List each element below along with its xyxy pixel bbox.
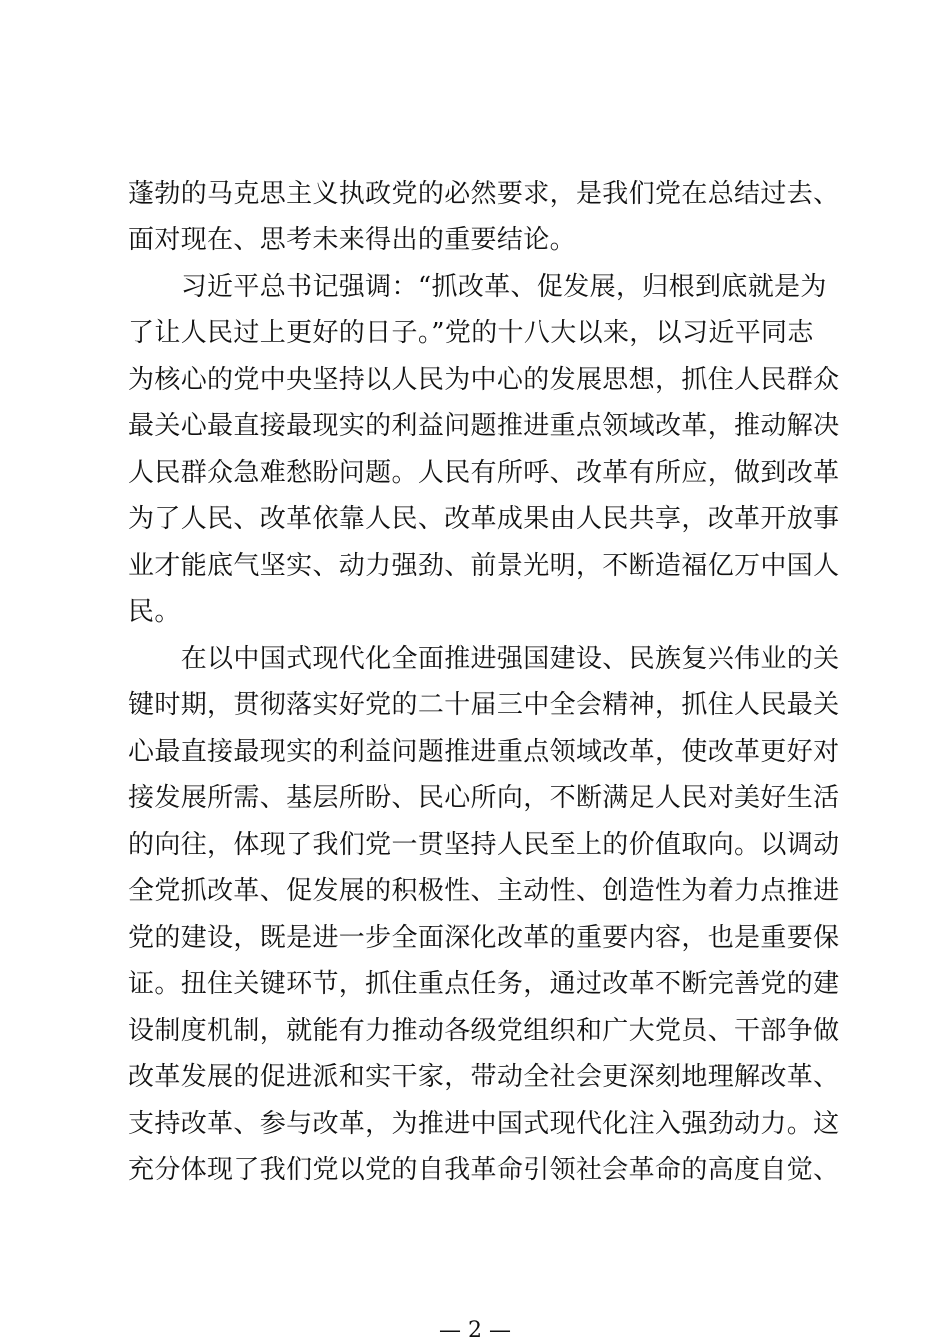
- text-line: 的向往，体现了我们党一贯坚持人民至上的价值取向。以调动: [128, 830, 840, 860]
- text-line: 业才能底气坚实、动力强劲、前景光明，不断造福亿万中国人: [128, 551, 840, 581]
- text-line: 在以中国式现代化全面推进强国建设、民族复兴伟业的关: [128, 644, 840, 674]
- text-line: 为核心的党中央坚持以人民为中心的发展思想，抓住人民群众: [128, 365, 840, 395]
- text-line: 充分体现了我们党以党的自我革命引领社会革命的高度自觉、: [128, 1155, 840, 1185]
- text-line: 支持改革、参与改革，为推进中国式现代化注入强劲动力。这: [128, 1109, 840, 1139]
- text-line: 改革发展的促进派和实干家，带动全社会更深刻地理解改革、: [128, 1062, 840, 1092]
- text-line: 全党抓改革、促发展的积极性、主动性、创造性为着力点推进: [128, 876, 840, 906]
- text-line: 蓬勃的马克思主义执政党的必然要求，是我们党在总结过去、: [128, 179, 840, 209]
- page-number: — 2 —: [439, 1318, 511, 1343]
- text-line: 证。扭住关键环节，抓住重点任务，通过改革不断完善党的建: [128, 969, 840, 999]
- text-line: 设制度机制，就能有力推动各级党组织和广大党员、干部争做: [128, 1016, 840, 1046]
- text-line: 接发展所需、基层所盼、民心所向，不断满足人民对美好生活: [128, 783, 840, 813]
- text-line: 最关心最直接最现实的利益问题推进重点领域改革，推动解决: [128, 411, 840, 441]
- text-line: 面对现在、思考未来得出的重要结论。: [128, 225, 576, 255]
- text-line: 党的建设，既是进一步全面深化改革的重要内容，也是重要保: [128, 923, 840, 953]
- text-line: 习近平总书记强调：“抓改革、促发展，归根到底就是为: [128, 272, 827, 302]
- text-line: 人民群众急难愁盼问题。人民有所呼、改革有所应，做到改革: [128, 458, 840, 488]
- text-line: 了让人民过上更好的日子。”党的十八大以来，以习近平同志: [128, 318, 814, 348]
- text-line: 为了人民、改革依靠人民、改革成果由人民共享，改革开放事: [128, 504, 840, 534]
- text-line: 键时期，贯彻落实好党的二十届三中全会精神，抓住人民最关: [128, 690, 840, 720]
- text-line: 心最直接最现实的利益问题推进重点领域改革，使改革更好对: [128, 737, 840, 767]
- text-line: 民。: [128, 597, 181, 627]
